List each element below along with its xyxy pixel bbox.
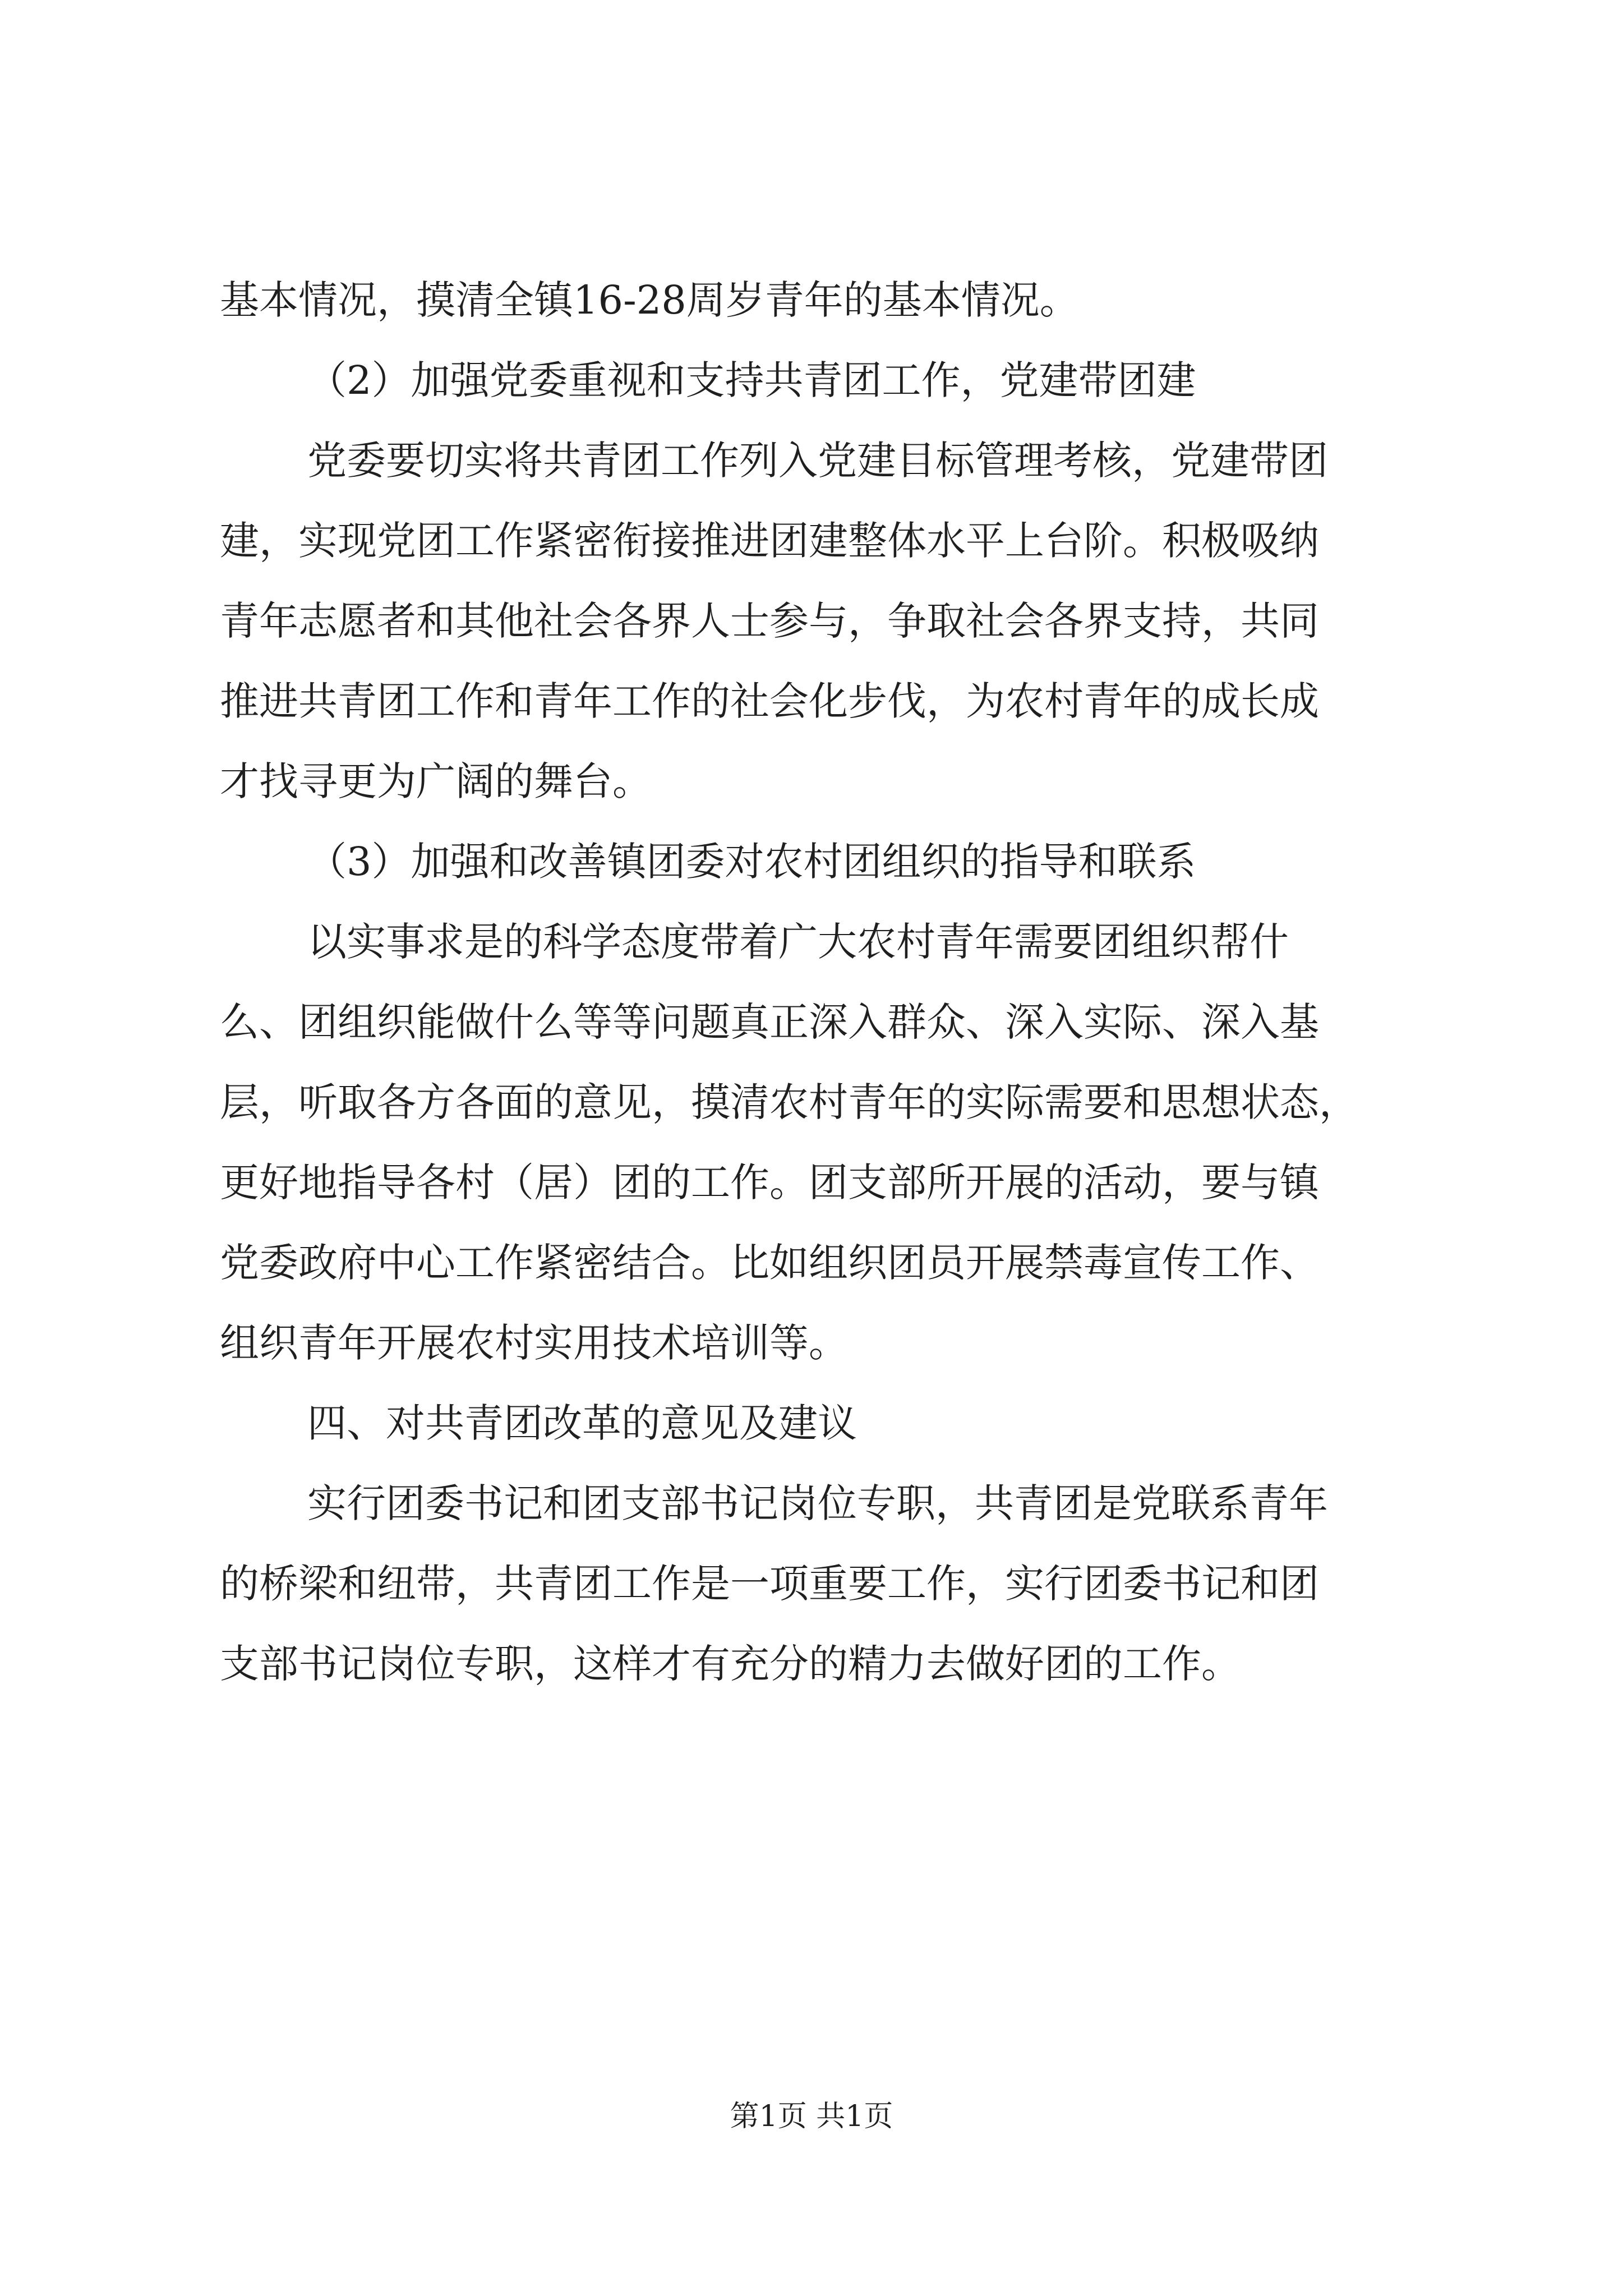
paragraph-line: 么、团组织能做什么等等问题真正深入群众、深入实际、深入基 xyxy=(220,999,1319,1045)
section-heading: （2）加强党委重视和支持共青团工作，党建带团建 xyxy=(307,357,1196,403)
section-heading: 四、对共青团改革的意见及建议 xyxy=(307,1400,857,1446)
paragraph-line: 党委政府中心工作紧密结合。比如组织团员开展禁毒宣传工作、 xyxy=(220,1240,1319,1286)
paragraph-line: 更好地指导各村（居）团的工作。团支部所开展的活动，要与镇 xyxy=(220,1159,1319,1205)
paragraph-line: 推进共青团工作和青年工作的社会化步伐，为农村青年的成长成 xyxy=(220,678,1319,724)
section-heading: （3）加强和改善镇团委对农村团组织的指导和联系 xyxy=(307,839,1196,885)
paragraph-line: 的桥梁和纽带，共青团工作是一项重要工作，实行团委书记和团 xyxy=(220,1561,1319,1607)
paragraph-line: 青年志愿者和其他社会各界人士参与，争取社会各界支持，共同 xyxy=(220,598,1319,644)
paragraph-line: 层，听取各方各面的意见，摸清农村青年的实际需要和思想状态， xyxy=(220,1079,1358,1125)
page-footer: 第1页 共1页 xyxy=(730,2100,893,2133)
paragraph-line: 以实事求是的科学态度带着广大农村青年需要团组织帮什 xyxy=(307,919,1289,965)
paragraph-line: 建，实现党团工作紧密衔接推进团建整体水平上台阶。积极吸纳 xyxy=(220,518,1319,564)
paragraph-line: 基本情况，摸清全镇16-28周岁青年的基本情况。 xyxy=(220,277,1079,323)
paragraph-line: 党委要切实将共青团工作列入党建目标管理考核，党建带团 xyxy=(307,438,1328,484)
paragraph-line: 组织青年开展农村实用技术培训等。 xyxy=(220,1320,848,1366)
paragraph-line: 支部书记岗位专职，这样才有充分的精力去做好团的工作。 xyxy=(220,1641,1241,1687)
paragraph-line: 才找寻更为广阔的舞台。 xyxy=(220,758,652,804)
paragraph-line: 实行团委书记和团支部书记岗位专职，共青团是党联系青年 xyxy=(307,1480,1328,1526)
